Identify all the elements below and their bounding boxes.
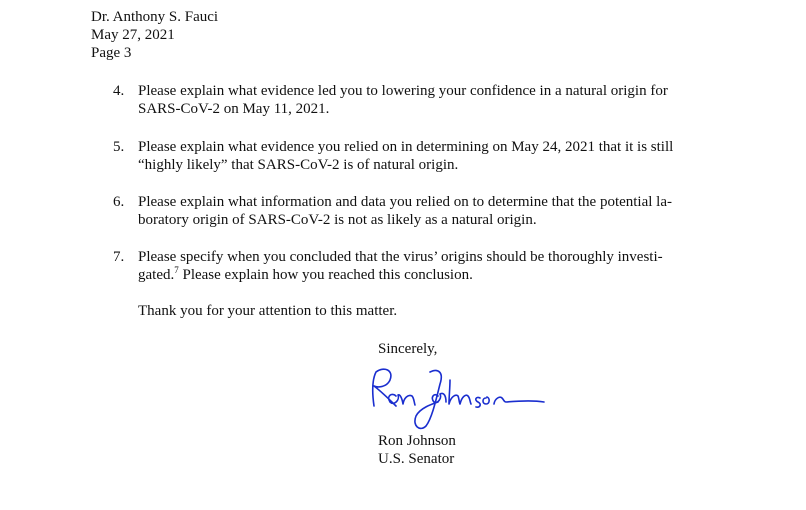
signer-title: U.S. Senator (378, 451, 455, 467)
closing-sincerely: Sincerely, (378, 341, 438, 357)
recipient-name: Dr. Anthony S. Fauci (91, 9, 219, 25)
question-line: “highly likely” that SARS-CoV-2 is of natural origin. (138, 157, 459, 173)
question-text (138, 248, 728, 284)
question-line: Please specify when you concluded that the virus’ origins should be thoroughly investi- (138, 249, 663, 265)
question-number: 4. (113, 83, 125, 99)
closing-thanks: Thank you for your attention to this matter. (138, 303, 398, 319)
letter-date: May 27, 2021 (91, 27, 175, 43)
question-line-end: Please explain how you reached this conclusion. (178, 267, 473, 283)
letter-header (91, 8, 218, 62)
question-line: boratory origin of SARS-CoV-2 is not as likely as a natural origin. (138, 212, 537, 228)
question-number: 5. (113, 139, 125, 155)
signer-name: Ron Johnson (378, 433, 456, 449)
signature-stroke (476, 397, 544, 407)
signature-stroke (415, 371, 441, 429)
question-text (138, 138, 728, 174)
handwritten-signature (360, 362, 550, 432)
page-number: Page 3 (91, 45, 132, 61)
signer-block (378, 432, 456, 468)
question-text (138, 82, 728, 118)
question-number: 7. (113, 249, 125, 265)
question-line: Please explain what information and data you relied on to determine that the potential la- (138, 194, 672, 210)
signature-stroke (373, 369, 396, 406)
question-line: SARS-CoV-2 on May 11, 2021. (138, 101, 330, 117)
question-line: Please explain what evidence you relied on in determining on May 24, 2021 that it is still (138, 139, 674, 155)
question-line (138, 266, 728, 284)
question-line: Please explain what evidence led you to lowering your confidence in a natural origin for (138, 83, 668, 99)
question-line-start: gated. (138, 267, 175, 283)
question-number: 6. (113, 194, 125, 210)
question-text (138, 193, 728, 229)
footnote-reference[interactable]: 7 (174, 265, 179, 275)
signature-stroke (389, 394, 415, 405)
